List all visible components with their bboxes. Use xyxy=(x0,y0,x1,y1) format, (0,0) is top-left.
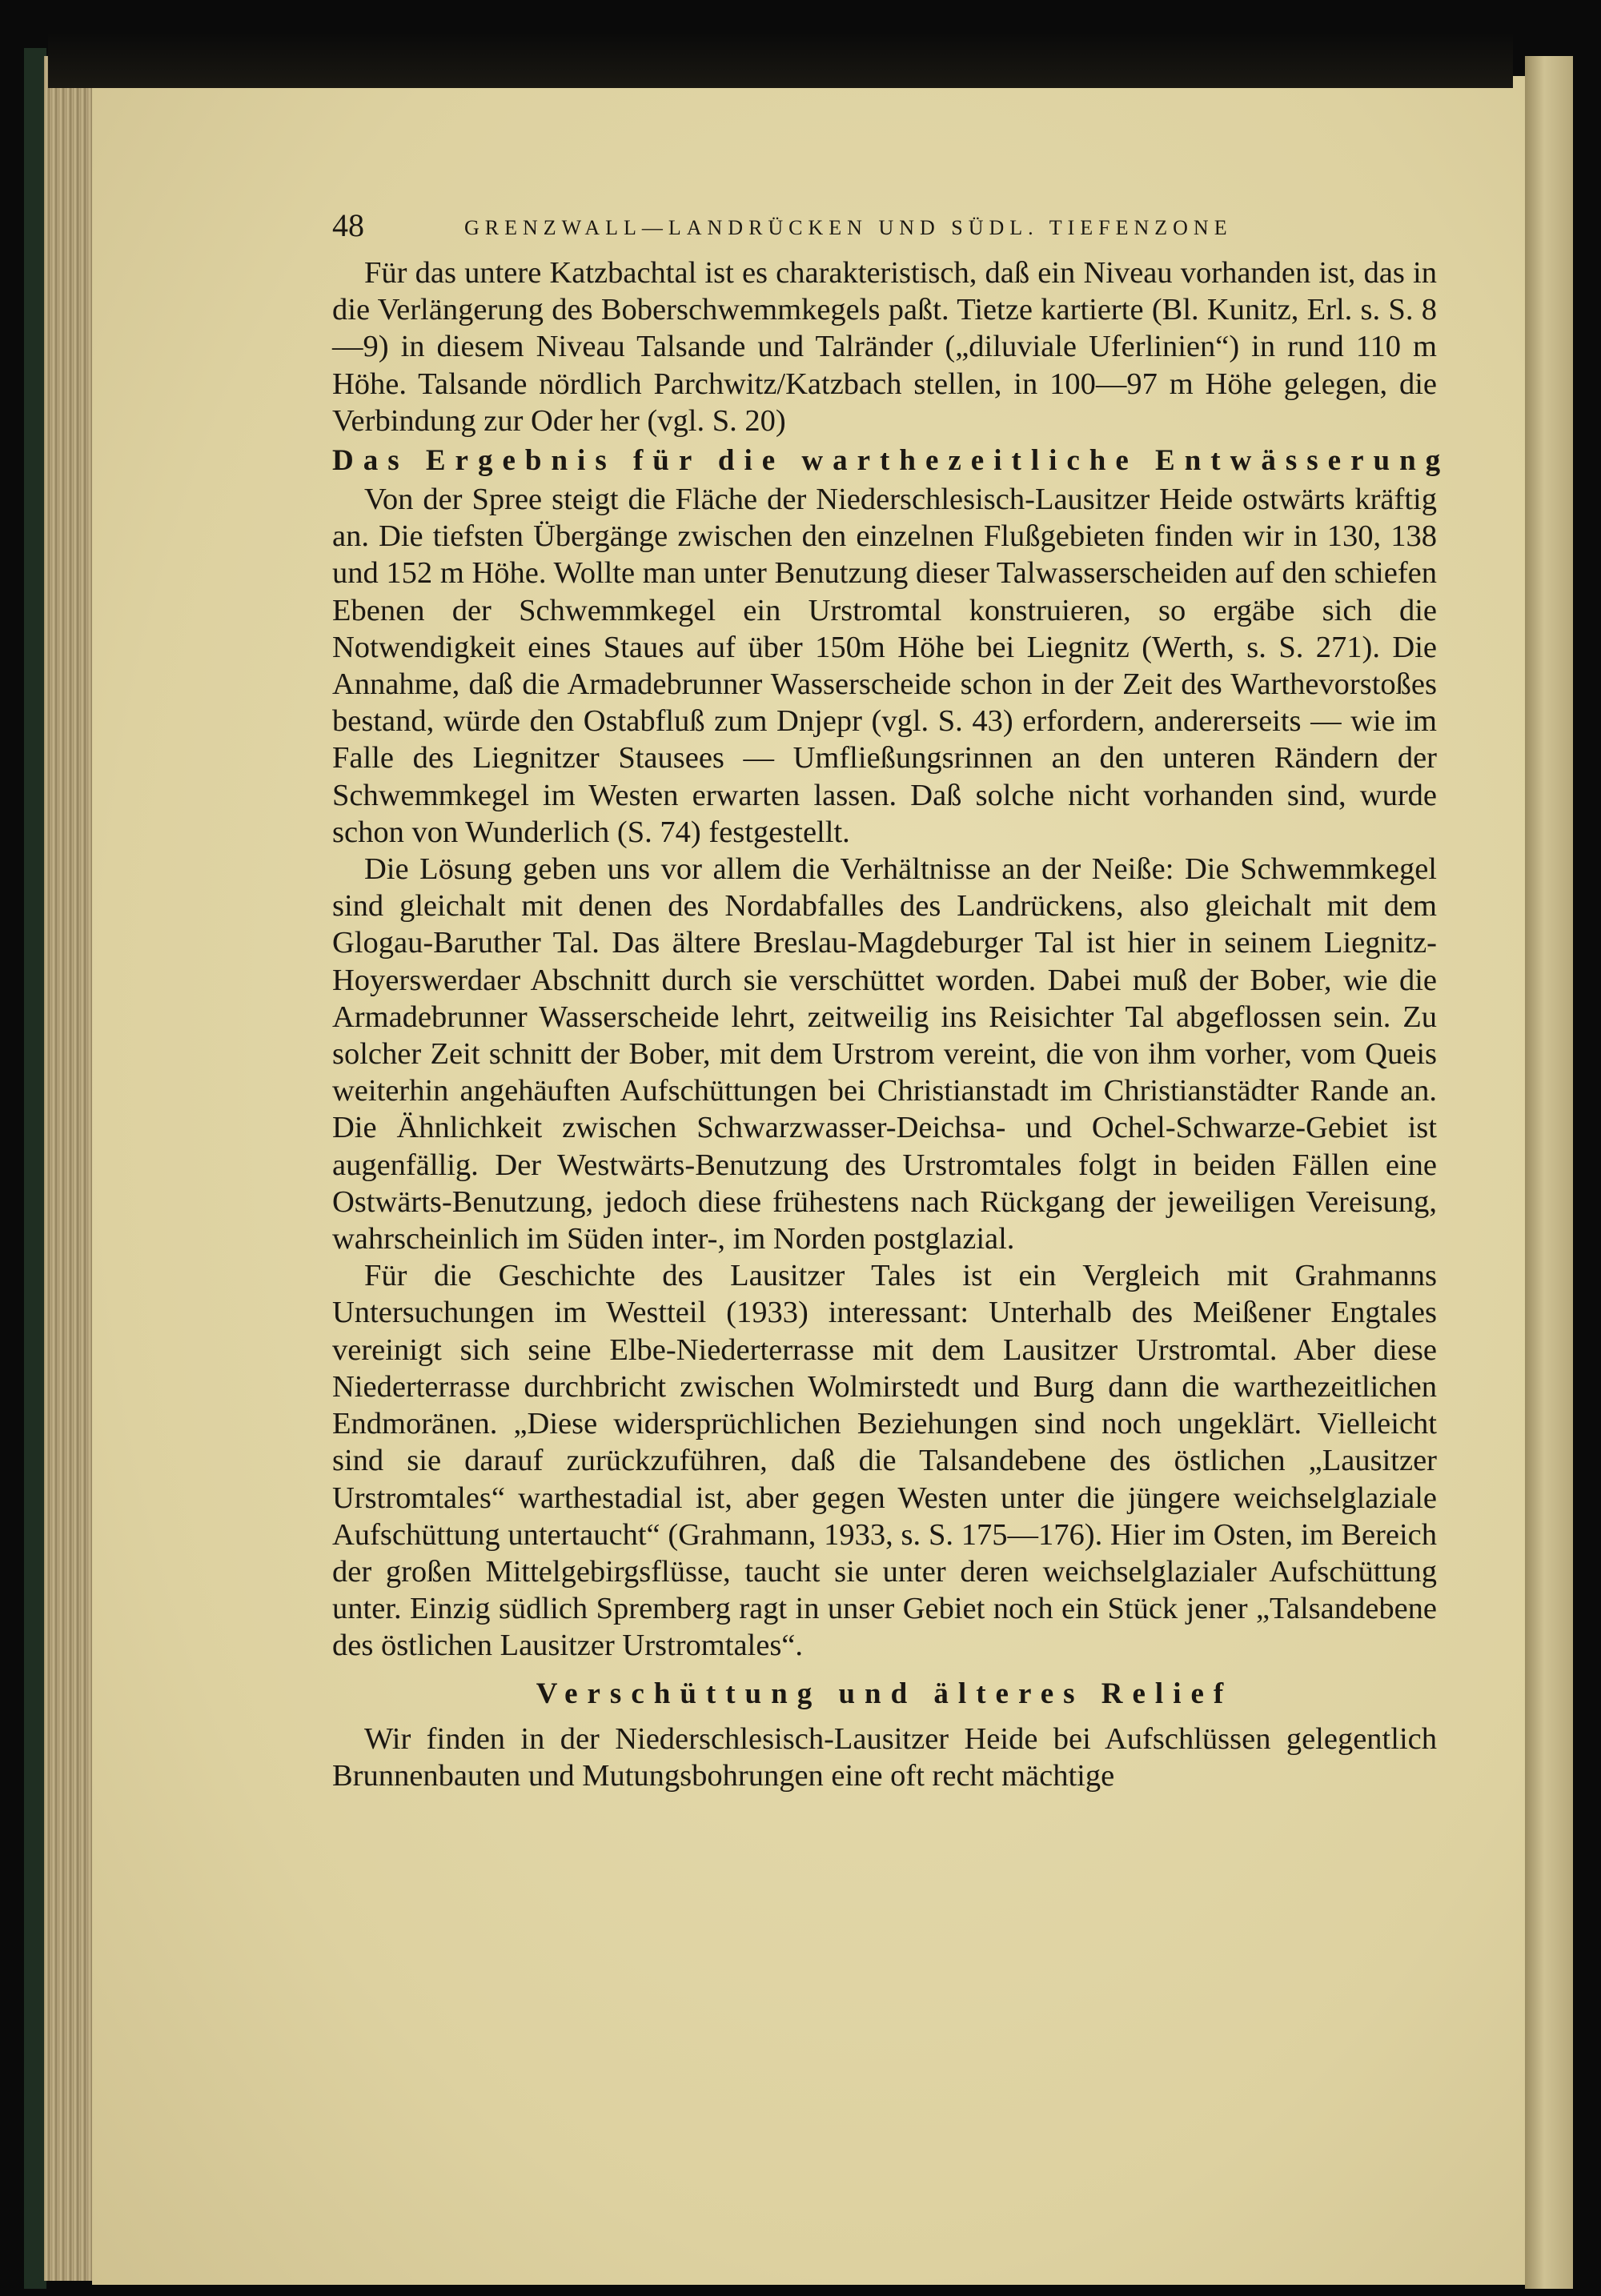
paragraph-heide: Wir finden in der Niederschlesisch-Lausitzer Heide bei Aufschlüssen gelegentlich Brunnenbauten und Mutungsbohrungen eine oft recht mächtige xyxy=(332,1721,1437,1793)
page-stack-edge xyxy=(44,56,92,2281)
book-spine xyxy=(24,48,46,2289)
running-head: GRENZWALL—LANDRÜCKEN UND SÜDL. TIEFENZONE xyxy=(464,216,1233,239)
paragraph-spree: Von der Spree steigt die Fläche der Niederschlesisch-Lausitzer Heide ostwärts kräftig an. Die tiefsten Übergänge zwischen den einzelnen Flußgebieten finden wir in 130, 138 und 152 m Höhe. Wollte man unter Benutzung dieser Talwasserscheiden auf den schiefen Ebenen der Schwemmkegel ein Urstromtal konstruieren, so ergäbe sich die Notwendigkeit eines Staues auf über 150m Höhe bei Liegnitz (Werth, s. S. 271). Die Annahme, daß die Armadebrunner Wasserscheide schon in der Zeit des Warthevorstoßes bestand, würde den Ostabfluß zum Dnjepr (vgl. S. 43) erfordern, andererseits — wie im Falle des Liegnitzer Stausees — Umfließungsrinnen an den unteren Rändern der Schwemmkegel im Westen erwarten lassen. Daß solche nicht vorhanden sind, wurde schon von Wunderlich (S. 74) festgestellt. xyxy=(332,483,1437,849)
page-content xyxy=(332,206,1451,1794)
facing-page-edge xyxy=(1525,56,1573,2289)
page-number: 48 xyxy=(332,207,364,243)
paragraph-loesung: Die Lösung geben uns vor allem die Verhältnisse an der Neiße: Die Schwemmkegel sind gleichalt mit denen des Nordabfalles des Landrückens, also gleichalt mit dem Glogau-Baruther Tal. Das ältere Breslau-Magdeburger Tal ist hier in seinem Liegnitz-Hoyerswerdaer Abschnitt durch sie verschüttet worden. Dabei muß der Bober, wie die Armadebrunner Wasserscheide lehrt, zeitweilig ins Reisichter Tal abgeflossen sein. Zu solcher Zeit schnitt der Bober, mit dem Urstrom vereint, die von ihm vorher, vom Queis weiterhin angehäuften Aufschüttungen bei Christianstadt im Christianstädter Rande an. Die Ähnlichkeit zwischen Schwarzwasser-Deichsa- und Ochel-Schwarze-Gebiet ist augenfällig. Der Westwärts-Benutzung des Urstromtales folgt in beiden Fällen eine Ostwärts-Benutzung, jedoch diese frühestens nach Rückgang der jeweiligen Vereisung, wahrscheinlich im Süden inter-, im Norden postglazial. xyxy=(332,852,1437,1256)
section-heading-verschuettung: Verschüttung und älteres Relief xyxy=(536,1677,1234,1710)
section-heading-entwaesserung: Das Ergebnis für die warthezeitliche Entwässerung xyxy=(332,444,1451,478)
paragraph-katzbachtal: Für das untere Katzbachtal ist es charakteristisch, daß ein Niveau vorhanden ist, das in die Verlängerung des Boberschwemmkegels paßt. Tietze kartierte (Bl. Kunitz, Erl. s. S. 8—9) in diesem Niveau Talsande und Talränder („diluviale Uferlinien“) in rund 110 m Höhe. Talsande nördlich Parchwitz/Katzbach stellen, in 100—97 m Höhe gelegen, die Verbindung zur Oder her (vgl. S. 20) xyxy=(332,256,1437,438)
page-header xyxy=(332,206,1437,254)
top-shadow xyxy=(48,32,1513,88)
paragraph-lausitzer-tal: Für die Geschichte des Lausitzer Tales ist ein Vergleich mit Grahmanns Untersuchungen im Westteil (1933) interessant: Unterhalb des Meißener Engtales vereinigt sich seine Elbe-Niederterrasse mit dem Lausitzer Urstromtal. Aber diese Niederterrasse durchbricht zwischen Wolmirstedt und Burg dann die warthezeitlichen Endmoränen. „Diese widersprüchlichen Beziehungen sind noch ungeklärt. Vielleicht sind sie darauf zurückzuführen, daß die Talsandebene des östlichen „Lausitzer Urstromtales“ warthestadial ist, aber gegen Westen unter die jüngere weichselglaziale Aufschüttung untertaucht“ (Grahmann, 1933, s. S. 175—176). Hier im Osten, im Bereich der großen Mittelgebirgsflüsse, taucht sie unter deren weichselglazialer Aufschüttung unter. Einzig südlich Spremberg ragt in unser Gebiet noch ein Stück jener „Talsandebene des östlichen Lausitzer Urstromtales“. xyxy=(332,1259,1437,1663)
